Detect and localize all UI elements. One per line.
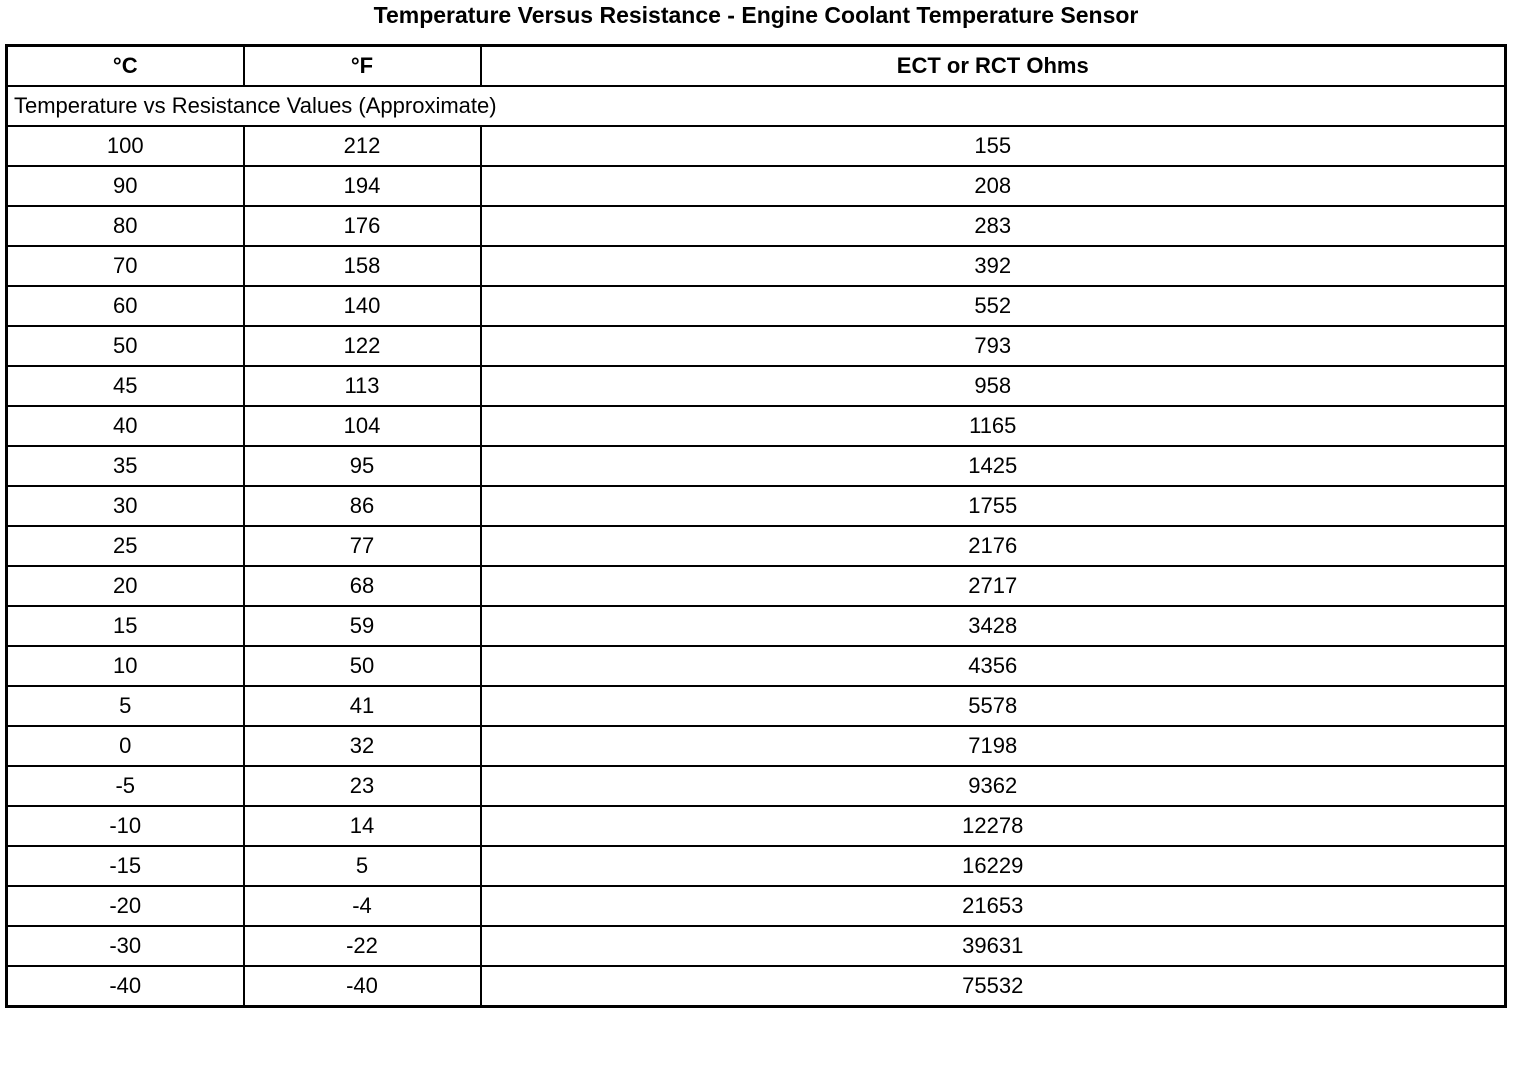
table-row <box>7 486 1506 526</box>
cell-celsius: 100 <box>7 126 244 166</box>
cell-ohms: 4356 <box>481 646 1506 686</box>
cell-celsius: 15 <box>7 606 244 646</box>
cell-fahrenheit: 77 <box>244 526 481 566</box>
cell-fahrenheit: 104 <box>244 406 481 446</box>
cell-ohms: 552 <box>481 286 1506 326</box>
cell-fahrenheit: 194 <box>244 166 481 206</box>
cell-celsius: -20 <box>7 886 244 926</box>
cell-fahrenheit: 212 <box>244 126 481 166</box>
cell-celsius: 60 <box>7 286 244 326</box>
cell-fahrenheit: 41 <box>244 686 481 726</box>
header-row <box>7 46 1506 87</box>
table-row <box>7 446 1506 486</box>
caption-row <box>7 86 1506 126</box>
cell-fahrenheit: 95 <box>244 446 481 486</box>
cell-fahrenheit: 86 <box>244 486 481 526</box>
temperature-resistance-table <box>5 44 1507 1008</box>
table-row <box>7 286 1506 326</box>
cell-ohms: 2176 <box>481 526 1506 566</box>
cell-celsius: 10 <box>7 646 244 686</box>
table-body <box>7 86 1506 1007</box>
cell-fahrenheit: 14 <box>244 806 481 846</box>
cell-celsius: 45 <box>7 366 244 406</box>
cell-fahrenheit: 113 <box>244 366 481 406</box>
cell-ohms: 7198 <box>481 726 1506 766</box>
cell-celsius: 80 <box>7 206 244 246</box>
table-row <box>7 606 1506 646</box>
table-row <box>7 726 1506 766</box>
cell-celsius: -5 <box>7 766 244 806</box>
cell-fahrenheit: 5 <box>244 846 481 886</box>
table-row <box>7 246 1506 286</box>
table-row <box>7 566 1506 606</box>
table-row <box>7 806 1506 846</box>
cell-ohms: 392 <box>481 246 1506 286</box>
cell-ohms: 208 <box>481 166 1506 206</box>
table-row <box>7 926 1506 966</box>
cell-ohms: 39631 <box>481 926 1506 966</box>
cell-celsius: 50 <box>7 326 244 366</box>
table-row <box>7 406 1506 446</box>
cell-ohms: 9362 <box>481 766 1506 806</box>
cell-fahrenheit: -40 <box>244 966 481 1007</box>
cell-celsius: -40 <box>7 966 244 1007</box>
table-row <box>7 966 1506 1007</box>
cell-ohms: 5578 <box>481 686 1506 726</box>
cell-fahrenheit: 68 <box>244 566 481 606</box>
cell-ohms: 958 <box>481 366 1506 406</box>
cell-celsius: 90 <box>7 166 244 206</box>
cell-ohms: 793 <box>481 326 1506 366</box>
cell-celsius: -10 <box>7 806 244 846</box>
table-row <box>7 646 1506 686</box>
cell-ohms: 1755 <box>481 486 1506 526</box>
cell-ohms: 3428 <box>481 606 1506 646</box>
cell-ohms: 1165 <box>481 406 1506 446</box>
cell-celsius: 25 <box>7 526 244 566</box>
cell-ohms: 1425 <box>481 446 1506 486</box>
cell-celsius: 30 <box>7 486 244 526</box>
cell-celsius: 40 <box>7 406 244 446</box>
cell-ohms: 155 <box>481 126 1506 166</box>
table-row <box>7 326 1506 366</box>
cell-celsius: -30 <box>7 926 244 966</box>
header-ohms: ECT or RCT Ohms <box>481 46 1506 87</box>
cell-fahrenheit: -4 <box>244 886 481 926</box>
cell-celsius: -15 <box>7 846 244 886</box>
table-row <box>7 766 1506 806</box>
table-row <box>7 886 1506 926</box>
header-celsius: °C <box>7 46 244 87</box>
cell-ohms: 21653 <box>481 886 1506 926</box>
cell-fahrenheit: 158 <box>244 246 481 286</box>
cell-fahrenheit: 122 <box>244 326 481 366</box>
cell-fahrenheit: 32 <box>244 726 481 766</box>
table-title: Temperature Versus Resistance - Engine Coolant Temperature Sensor <box>373 2 1139 28</box>
cell-fahrenheit: 50 <box>244 646 481 686</box>
cell-celsius: 70 <box>7 246 244 286</box>
cell-fahrenheit: 23 <box>244 766 481 806</box>
cell-celsius: 20 <box>7 566 244 606</box>
cell-fahrenheit: 176 <box>244 206 481 246</box>
cell-celsius: 0 <box>7 726 244 766</box>
cell-celsius: 35 <box>7 446 244 486</box>
table-caption: Temperature vs Resistance Values (Approximate) <box>7 86 1506 126</box>
header-fahrenheit: °F <box>244 46 481 87</box>
cell-ohms: 283 <box>481 206 1506 246</box>
cell-ohms: 75532 <box>481 966 1506 1007</box>
table-row <box>7 126 1506 166</box>
cell-ohms: 16229 <box>481 846 1506 886</box>
table-row <box>7 526 1506 566</box>
cell-celsius: 5 <box>7 686 244 726</box>
table-row <box>7 366 1506 406</box>
cell-fahrenheit: 59 <box>244 606 481 646</box>
table-row <box>7 206 1506 246</box>
cell-fahrenheit: 140 <box>244 286 481 326</box>
table-row <box>7 846 1506 886</box>
table-row <box>7 166 1506 206</box>
cell-fahrenheit: -22 <box>244 926 481 966</box>
cell-ohms: 2717 <box>481 566 1506 606</box>
table-row <box>7 686 1506 726</box>
cell-ohms: 12278 <box>481 806 1506 846</box>
